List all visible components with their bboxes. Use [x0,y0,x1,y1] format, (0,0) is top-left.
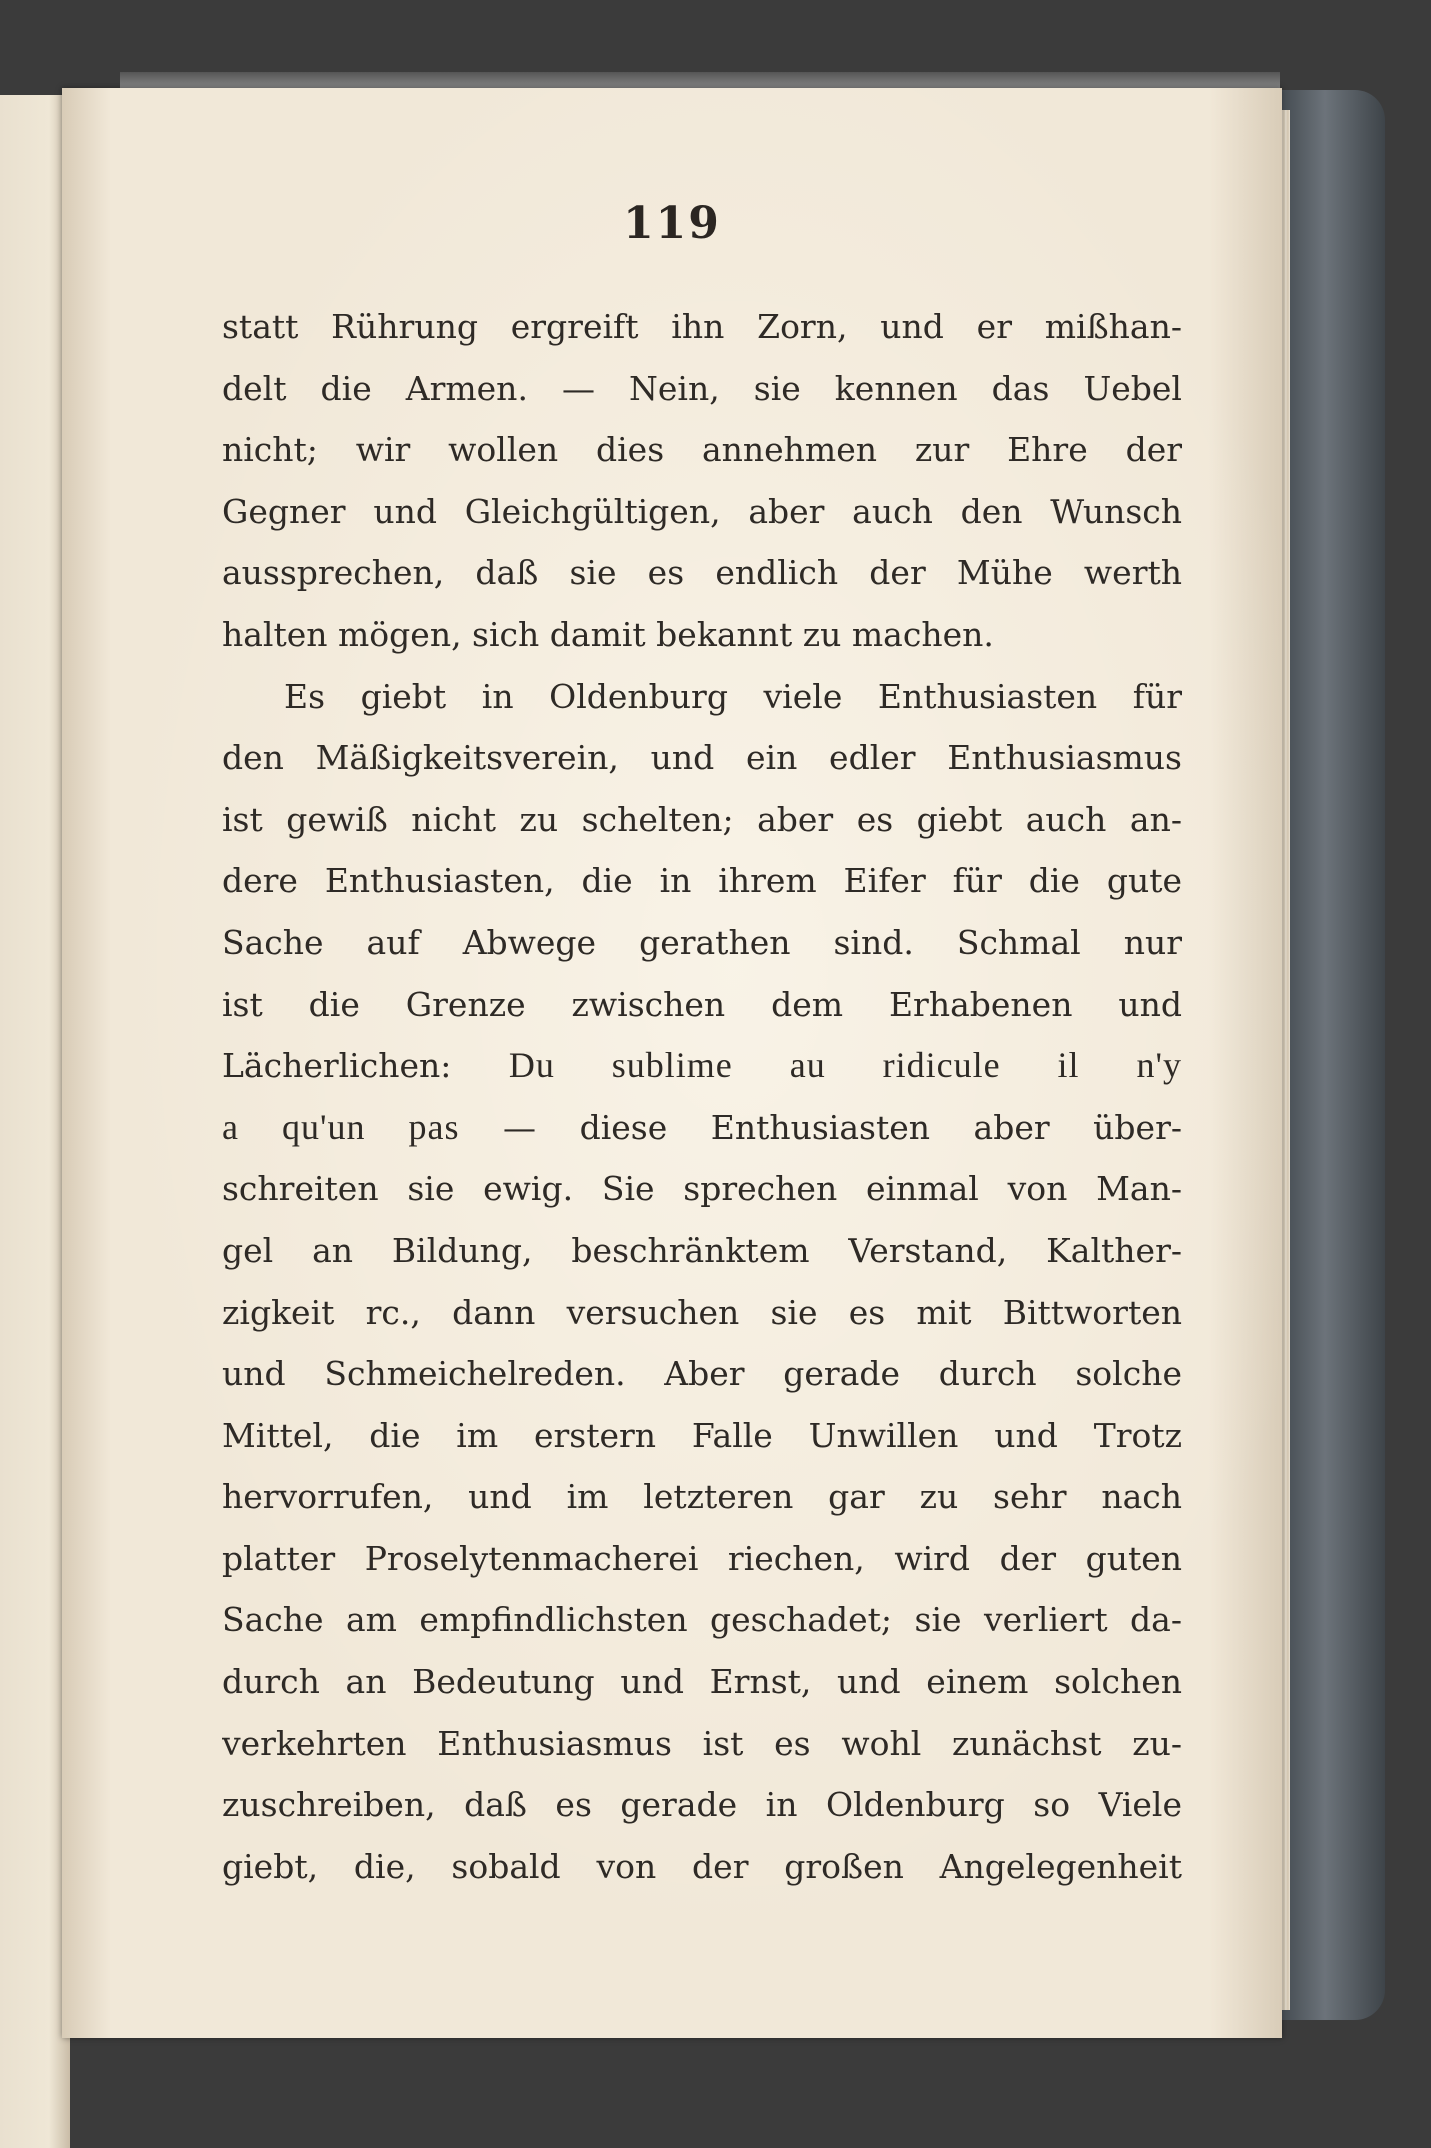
text-line: schreiten sie ewig. Sie sprechen einmal von Man- [222,1169,1182,1209]
text-line: zuschreiben, daß es gerade in Oldenburg so Viele [222,1785,1182,1825]
text-line: den Mäßigkeitsverein, und ein edler Enthusiasmus [222,738,1182,778]
text-block [222,296,1182,1897]
text-line: halten mögen, sich damit bekannt zu machen. [222,614,994,654]
text-line: verkehrten Enthusiasmus ist es wohl zunächst zu- [222,1723,1182,1763]
text-line: durch an Bedeutung und Ernst, und einem solchen [222,1662,1182,1702]
text-line-mixed [222,1035,1182,1097]
text-line: Es giebt in Oldenburg viele Enthusiasten für [284,676,1182,716]
page-number: 119 [623,198,721,249]
text-line: delt die Armen. — Nein, sie kennen das Uebel [222,368,1182,408]
text-line: ist gewiß nicht zu schelten; aber es giebt auch an- [222,799,1182,839]
text-line: dere Enthusiasten, die in ihrem Eifer für die gute [222,861,1182,901]
text-line: aussprechen, daß sie es endlich der Mühe werth [222,553,1182,593]
french-quote-span: Du sublime au ridicule il n'y [508,1045,1182,1086]
text-line: statt Rührung ergreift ihn Zorn, und er mißhan- [222,307,1182,346]
text-line: Sache am empfindlichsten geschadet; sie verliert da- [222,1600,1182,1640]
text-line: Sache auf Abwege gerathen sind. Schmal nur [222,922,1182,962]
text-line: und Schmeichelreden. Aber gerade durch solche [222,1354,1182,1394]
book-page [62,88,1282,2038]
text-line: platter Proselytenmacherei riechen, wird der guten [222,1538,1182,1578]
text-span: Lächerlichen: [222,1046,452,1086]
text-line: ist die Grenze zwischen dem Erhabenen und [222,984,1182,1024]
text-line: Mittel, die im erstern Falle Unwillen und Trotz [222,1415,1182,1455]
text-line: hervorrufen, und im letzteren gar zu sehr nach [222,1477,1182,1517]
french-quote-span: a qu'un pas [222,1106,460,1147]
text-line: zigkeit rc., dann versuchen sie es mit Bittworten [222,1292,1182,1332]
text-line: nicht; wir wollen dies annehmen zur Ehre der [222,430,1182,470]
text-line: gel an Bildung, beschränktem Verstand, Kalther- [222,1230,1182,1270]
left-page-margin [0,95,70,2148]
text-line: giebt, die, sobald von der großen Angelegenheit [222,1846,1182,1886]
text-span: — diese Enthusiasten aber über- [503,1107,1182,1147]
text-line-mixed [222,1097,1182,1159]
text-line: Gegner und Gleichgültigen, aber auch den Wunsch [222,491,1182,531]
